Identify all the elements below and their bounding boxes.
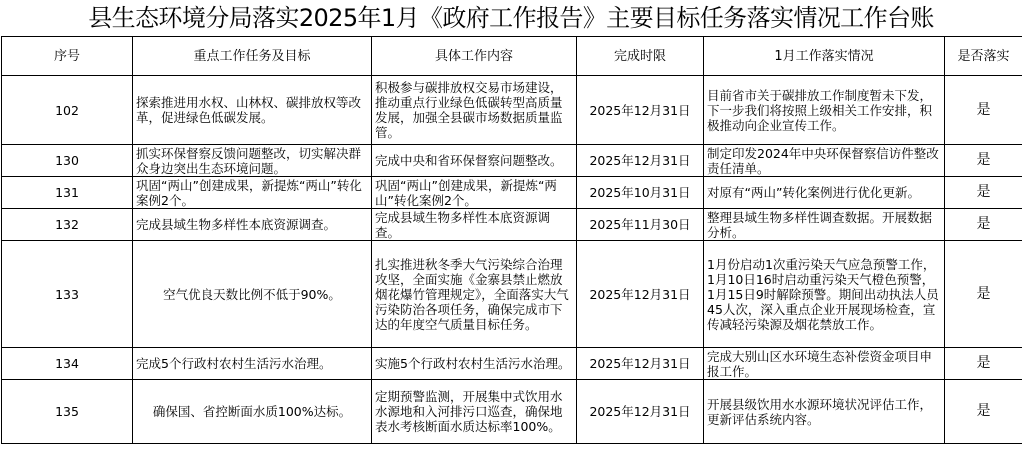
- cell-status: 制定印发2024年中央环保督察信访件整改责任清单。: [704, 145, 945, 177]
- cell-deadline: 2025年12月31日: [577, 380, 704, 444]
- cell-seq: 134: [2, 348, 133, 380]
- cell-done: 是: [945, 177, 1022, 209]
- cell-task: 抓实环保督察反馈问题整改，切实解决群众身边突出生态环境问题。: [133, 145, 372, 177]
- table-row: [2, 76, 1022, 145]
- cell-task: 确保国、省控断面水质100%达标。: [133, 380, 372, 444]
- cell-content: 实施5个行政村农村生活污水治理。: [372, 348, 577, 380]
- cell-done: 是: [945, 241, 1022, 348]
- table-row: [2, 241, 1022, 348]
- cell-done: 是: [945, 348, 1022, 380]
- cell-done: 是: [945, 380, 1022, 444]
- cell-task: 巩固“两山”创建成果，新提炼“两山”转化案例2个。: [133, 177, 372, 209]
- cell-status: 完成大别山区水环境生态补偿资金项目申报工作。: [704, 348, 945, 380]
- cell-status: 目前省市关于碳排放工作制度暂未下发，下一步我们将按照上级相关工作安排，积极推动向企业宣传工作。: [704, 76, 945, 145]
- cell-deadline: 2025年12月31日: [577, 348, 704, 380]
- cell-status: 整理县域生物多样性调查数据。开展数据分析。: [704, 209, 945, 241]
- header-status: 1月工作落实情况: [704, 37, 945, 76]
- table-row: [2, 145, 1022, 177]
- cell-content: 积极参与碳排放权交易市场建设，推动重点行业绿色低碳转型高质量发展，加强全县碳市场数据质量监管。: [372, 76, 577, 145]
- header-content: 具体工作内容: [372, 37, 577, 76]
- cell-status: 对原有“两山”转化案例进行优化更新。: [704, 177, 945, 209]
- cell-content: 完成县域生物多样性本底资源调查。: [372, 209, 577, 241]
- cell-seq: 132: [2, 209, 133, 241]
- cell-status: 1月份启动1次重污染天气应急预警工作，1月10日16时启动重污染天气橙色预警，1月15日9时解除预警。期间出动执法人员45人次，深入重点企业开展现场检查，宣传减轻污染源及烟花禁放工作。: [704, 241, 945, 348]
- header-task: 重点工作任务及目标: [133, 37, 372, 76]
- header-seq: 序号: [2, 37, 133, 76]
- cell-deadline: 2025年12月31日: [577, 145, 704, 177]
- table-row: [2, 209, 1022, 241]
- page-title: 县生态环境分局落实2025年1月《政府工作报告》主要目标任务落实情况工作台账: [88, 4, 934, 32]
- cell-seq: 130: [2, 145, 133, 177]
- cell-seq: 102: [2, 76, 133, 145]
- cell-status: 开展县级饮用水水源环境状况评估工作，更新评估系统内容。: [704, 380, 945, 444]
- cell-deadline: 2025年12月31日: [577, 241, 704, 348]
- cell-content: 扎实推进秋冬季大气污染综合治理攻坚，全面实施《金寨县禁止燃放烟花爆竹管理规定》，全面落实大气污染防治各项任务，确保完成市下达的年度空气质量目标任务。: [372, 241, 577, 348]
- cell-content: 完成中央和省环保督察问题整改。: [372, 145, 577, 177]
- cell-task: 空气优良天数比例不低于90%。: [133, 241, 372, 348]
- cell-task: 探索推进用水权、山林权、碳排放权等改革，促进绿色低碳发展。: [133, 76, 372, 145]
- cell-done: 是: [945, 145, 1022, 177]
- cell-seq: 131: [2, 177, 133, 209]
- cell-task: 完成县域生物多样性本底资源调查。: [133, 209, 372, 241]
- header-done: 是否落实: [945, 37, 1022, 76]
- header-row: [2, 37, 1022, 76]
- cell-seq: 133: [2, 241, 133, 348]
- table-row: [2, 380, 1022, 444]
- cell-deadline: 2025年12月31日: [577, 76, 704, 145]
- table-row: [2, 177, 1022, 209]
- task-ledger-table: [1, 36, 1022, 444]
- header-deadline: 完成时限: [577, 37, 704, 76]
- cell-seq: 135: [2, 380, 133, 444]
- table-row: [2, 348, 1022, 380]
- cell-done: 是: [945, 76, 1022, 145]
- cell-task: 完成5个行政村农村生活污水治理。: [133, 348, 372, 380]
- cell-content: 巩固“两山”创建成果，新提炼“两山”转化案例2个。: [372, 177, 577, 209]
- cell-done: 是: [945, 209, 1022, 241]
- cell-deadline: 2025年10月31日: [577, 177, 704, 209]
- cell-deadline: 2025年11月30日: [577, 209, 704, 241]
- cell-content: 定期预警监测，开展集中式饮用水水源地和入河排污口巡查，确保地表水考核断面水质达标率100%。: [372, 380, 577, 444]
